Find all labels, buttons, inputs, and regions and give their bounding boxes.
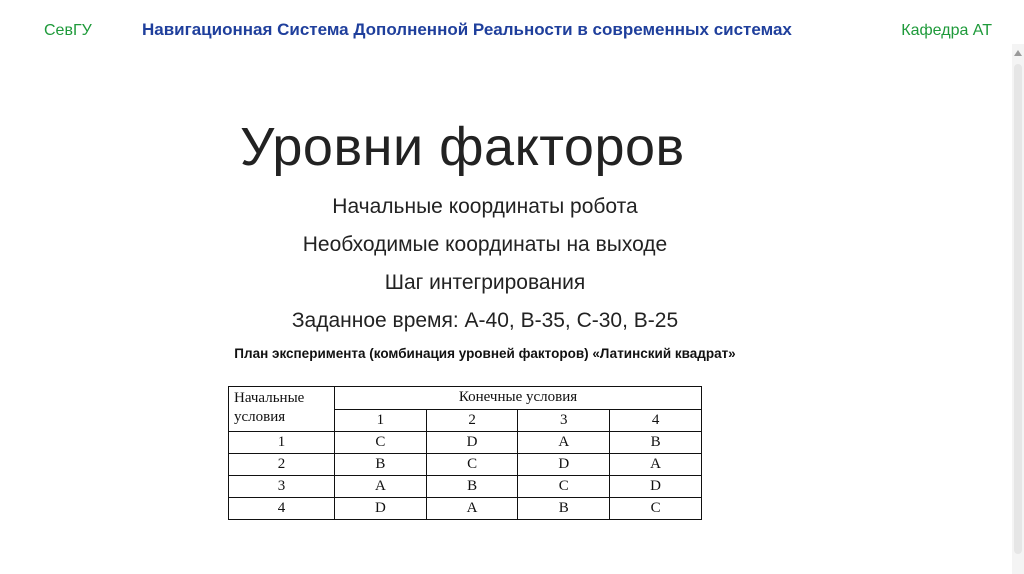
table-row	[229, 476, 702, 498]
table-cell: C	[610, 498, 702, 520]
table-cell: B	[610, 432, 702, 454]
table-header-row	[229, 387, 702, 410]
final-conditions-header: Конечные условия	[335, 387, 702, 410]
table-cell: D	[610, 476, 702, 498]
row-label: 2	[229, 454, 335, 476]
column-number: 3	[518, 409, 610, 432]
factor-list	[0, 192, 970, 344]
presentation-topic: Навигационная Система Дополненной Реальности в современных системах	[142, 20, 792, 39]
row-label: 3	[229, 476, 335, 498]
initial-header-line1: Начальные	[234, 390, 305, 406]
factor-item: Шаг интегрирования	[384, 271, 586, 294]
factor-item: Необходимые координаты на выходе	[302, 233, 668, 256]
factor-item: Заданное время: А-40, В-35, С-30, В-25	[291, 309, 679, 332]
slide-title: Уровни факторов	[240, 117, 685, 178]
table-row	[229, 454, 702, 476]
slide-header	[0, 0, 1024, 64]
initial-conditions-header	[229, 387, 335, 432]
table-cell: C	[518, 476, 610, 498]
table-cell: C	[335, 432, 427, 454]
table-cell: A	[335, 476, 427, 498]
scrollbar-thumb[interactable]	[1014, 64, 1022, 554]
table-cell: A	[610, 454, 702, 476]
table-cell: B	[518, 498, 610, 520]
table-row	[229, 432, 702, 454]
table-cell: B	[335, 454, 427, 476]
table-cell: A	[518, 432, 610, 454]
column-number: 1	[335, 409, 427, 432]
university-label: СевГУ	[44, 22, 92, 39]
department-label: Кафедра АТ	[901, 22, 992, 39]
plan-caption: План эксперимента (комбинация уровней факторов) «Латинский квадрат»	[234, 346, 736, 361]
initial-header-line2: условия	[234, 409, 286, 425]
column-number: 2	[426, 409, 518, 432]
row-label: 1	[229, 432, 335, 454]
table-cell: D	[426, 432, 518, 454]
scroll-up-arrow-icon[interactable]	[1014, 50, 1022, 56]
table-cell: D	[518, 454, 610, 476]
table-cell: C	[426, 454, 518, 476]
latin-square-table	[228, 386, 702, 520]
row-label: 4	[229, 498, 335, 520]
table-cell: B	[426, 476, 518, 498]
table-row	[229, 498, 702, 520]
table-cell: A	[426, 498, 518, 520]
column-number: 4	[610, 409, 702, 432]
factor-item: Начальные координаты робота	[332, 195, 638, 218]
table-cell: D	[335, 498, 427, 520]
